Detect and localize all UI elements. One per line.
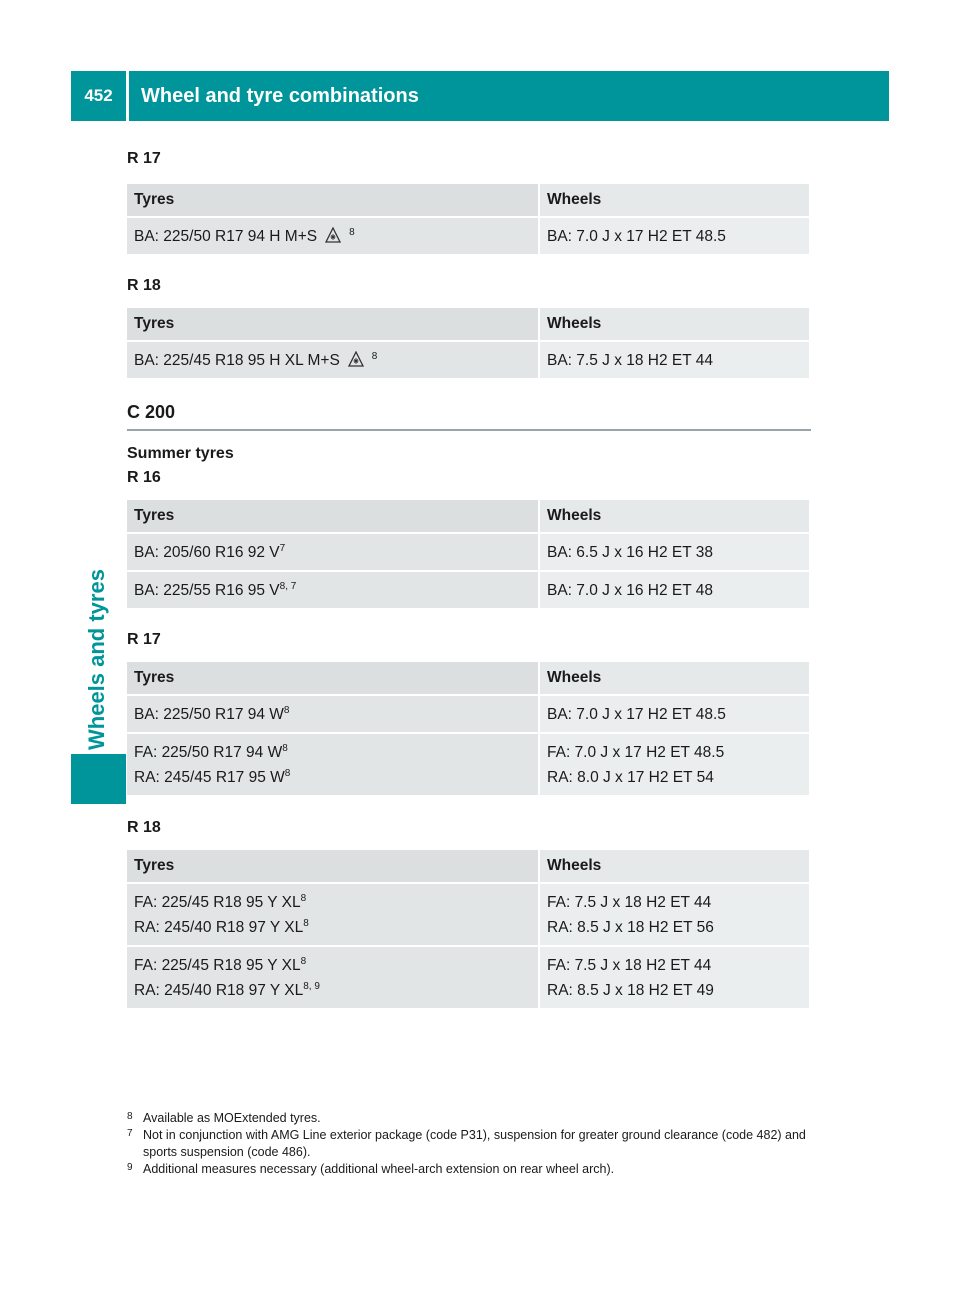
chapter-heading: C 200 [127,402,811,431]
col-header-tyres: Tyres [127,500,538,532]
footnote-ref: 8, 7 [279,580,297,592]
tyre-value: BA: 225/45 R18 95 H XL M+S [134,352,340,369]
col-header-tyres: Tyres [127,308,538,340]
tyre-table-r18 [125,306,811,380]
wheel-value-front: FA: 7.0 J x 17 H2 ET 48.5 [547,744,725,761]
tyre-table-r16 [125,498,811,610]
table-row [127,572,809,608]
side-tab-marker [71,754,126,804]
snowflake-mountain-icon [348,351,364,367]
wheel-value: BA: 7.5 J x 18 H2 ET 44 [547,352,713,369]
col-header-wheels: Wheels [540,500,809,532]
tyre-table-r17 [125,182,811,256]
table-row [127,696,809,732]
table-row [127,342,809,378]
section-heading-r18: R 18 [127,819,161,836]
section-heading-r16: R 16 [127,469,161,486]
footnote-text: Additional measures necessary (additional wheel-arch extension on rear wheel arch). [143,1162,615,1176]
tyre-value: BA: 225/55 R16 95 V [134,582,280,599]
table-row [127,947,809,1008]
page-title: Wheel and tyre combinations [129,71,889,121]
tyre-value: BA: 225/50 R17 94 H M+S [134,228,318,245]
tyre-value-rear: RA: 245/40 R18 97 Y XL [134,982,304,999]
footnote-ref: 8 [282,742,288,754]
wheel-value: BA: 7.0 J x 17 H2 ET 48.5 [547,228,726,245]
footnote-ref: 8 [300,892,307,904]
footnote-number: 8 [127,1111,133,1122]
tyre-value-rear: RA: 245/40 R18 97 Y XL [134,919,304,936]
footnote-ref: 8 [283,704,290,716]
table-row [127,884,809,945]
wheel-value-rear: RA: 8.5 J x 18 H2 ET 49 [547,982,714,999]
footnote-item [127,1161,817,1178]
col-header-wheels: Wheels [540,184,809,216]
footnote-text: Available as MOExtended tyres. [143,1111,321,1125]
side-section-label: Wheels and tyres [84,569,109,750]
tyre-table-r17-c200 [125,660,811,797]
footnote-item [127,1127,817,1161]
footnote-text: Not in conjunction with AMG Line exterior package (code P31), suspension for greater ground clearance (code 482) and sports suspension (code 486). [143,1128,806,1159]
footnote-ref: 8 [300,955,307,967]
tyre-value: BA: 205/60 R16 92 V [134,544,280,561]
tyre-value-rear: RA: 245/45 R17 95 W [134,769,285,786]
wheel-value-rear: RA: 8.0 J x 17 H2 ET 54 [547,769,714,786]
footnote-ref: 8 [303,917,309,929]
table-row [127,734,809,795]
page-number: 452 [71,71,126,121]
tyre-value-front: FA: 225/45 R18 95 Y XL [134,957,301,974]
footnote-ref: 8 [349,226,355,238]
table-row [127,534,809,570]
section-heading-r17: R 17 [127,631,161,648]
tyre-value: BA: 225/50 R17 94 W [134,706,284,723]
table-row [127,218,809,254]
tyre-value-front: FA: 225/50 R17 94 W [134,744,283,761]
footnote-number: 7 [127,1128,133,1139]
section-heading-r18: R 18 [127,277,161,294]
wheel-value: BA: 6.5 J x 16 H2 ET 38 [547,544,713,561]
col-header-tyres: Tyres [127,850,538,882]
footnote-ref: 8 [284,767,291,779]
section-heading-r17: R 17 [127,150,161,167]
snowflake-mountain-icon [325,227,341,243]
summer-tyres-heading: Summer tyres [127,445,234,462]
col-header-wheels: Wheels [540,850,809,882]
tyre-value-front: FA: 225/45 R18 95 Y XL [134,894,301,911]
footnotes [127,1110,817,1178]
wheel-value: BA: 7.0 J x 17 H2 ET 48.5 [547,706,726,723]
col-header-wheels: Wheels [540,662,809,694]
footnote-ref: 7 [279,542,286,554]
col-header-tyres: Tyres [127,662,538,694]
col-header-wheels: Wheels [540,308,809,340]
col-header-tyres: Tyres [127,184,538,216]
footnote-ref: 8, 9 [303,980,320,992]
footnote-number: 9 [127,1162,133,1173]
wheel-value-front: FA: 7.5 J x 18 H2 ET 44 [547,894,712,911]
footnote-item [127,1110,817,1127]
footnote-ref: 8 [371,350,378,362]
wheel-value: BA: 7.0 J x 16 H2 ET 48 [547,582,713,599]
wheel-value-rear: RA: 8.5 J x 18 H2 ET 56 [547,919,714,936]
main-content [127,150,811,1010]
tyre-table-r18-c200 [125,848,811,1010]
wheel-value-front: FA: 7.5 J x 18 H2 ET 44 [547,957,712,974]
